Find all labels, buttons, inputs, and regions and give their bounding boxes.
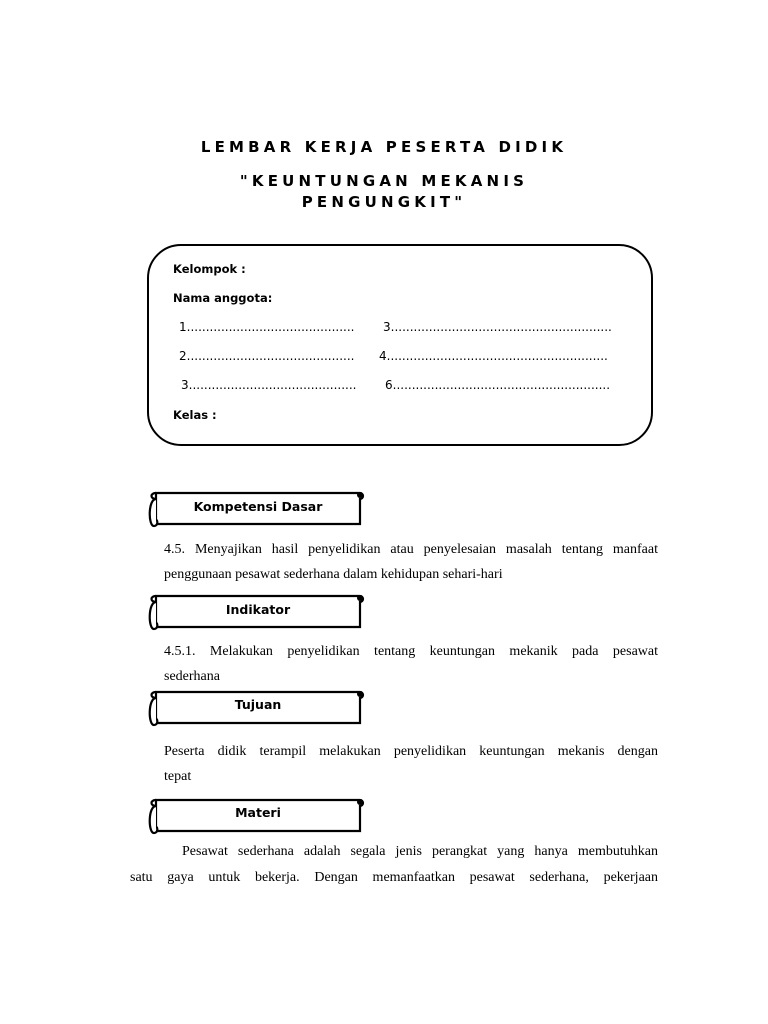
materi-label: Materi [235, 805, 281, 820]
kompetensi-text-line-2: penggunaan pesawat sederhana dalam kehidupan sehari-hari [164, 567, 503, 582]
tujuan-text-line-1: Peserta didik terampil melakukan penyelidikan keuntungan mekanis dengan [164, 744, 658, 759]
member-line-1: 1............................................ [179, 320, 355, 334]
kelompok-label: Kelompok : [173, 262, 246, 276]
member-line-6: 6......................................................... [385, 378, 611, 392]
member-line-3b: 3............................................ [181, 378, 357, 392]
indikator-text-line-2: sederhana [164, 669, 220, 684]
materi-text-line-2: satu gaya untuk bekerja. Dengan memanfaatkan pesawat sederhana, pekerjaan [130, 870, 658, 885]
indikator-text-line-1: 4.5.1. Melakukan penyelidikan tentang keuntungan mekanik pada pesawat [164, 644, 658, 659]
member-line-2: 2............................................ [179, 349, 355, 363]
worksheet-title-line-3: PENGUNGKIT" [301, 193, 467, 211]
tujuan-text-line-2: tepat [164, 769, 192, 784]
kompetensi-dasar-label: Kompetensi Dasar [193, 499, 323, 514]
kelas-label: Kelas : [173, 408, 217, 422]
worksheet-title-line-1: LEMBAR KERJA PESERTA DIDIK [200, 138, 568, 156]
materi-banner [146, 797, 366, 835]
materi-text-line-1: Pesawat sederhana adalah segala jenis perangkat yang hanya membutuhkan [182, 844, 658, 859]
group-info-box [147, 244, 653, 446]
member-line-4: 4.......................................................... [379, 349, 608, 363]
member-line-3a: 3.......................................................... [383, 320, 612, 334]
tujuan-label: Tujuan [234, 697, 282, 712]
worksheet-title-line-2: "KEUNTUNGAN MEKANIS [239, 172, 529, 190]
indikator-banner [146, 593, 366, 631]
indikator-label: Indikator [225, 602, 291, 617]
kompetensi-dasar-banner [146, 490, 366, 528]
kompetensi-text-line-1: 4.5. Menyajikan hasil penyelidikan atau penyelesaian masalah tentang manfaat [164, 542, 658, 557]
tujuan-banner [146, 689, 366, 727]
nama-anggota-label: Nama anggota: [173, 291, 273, 305]
